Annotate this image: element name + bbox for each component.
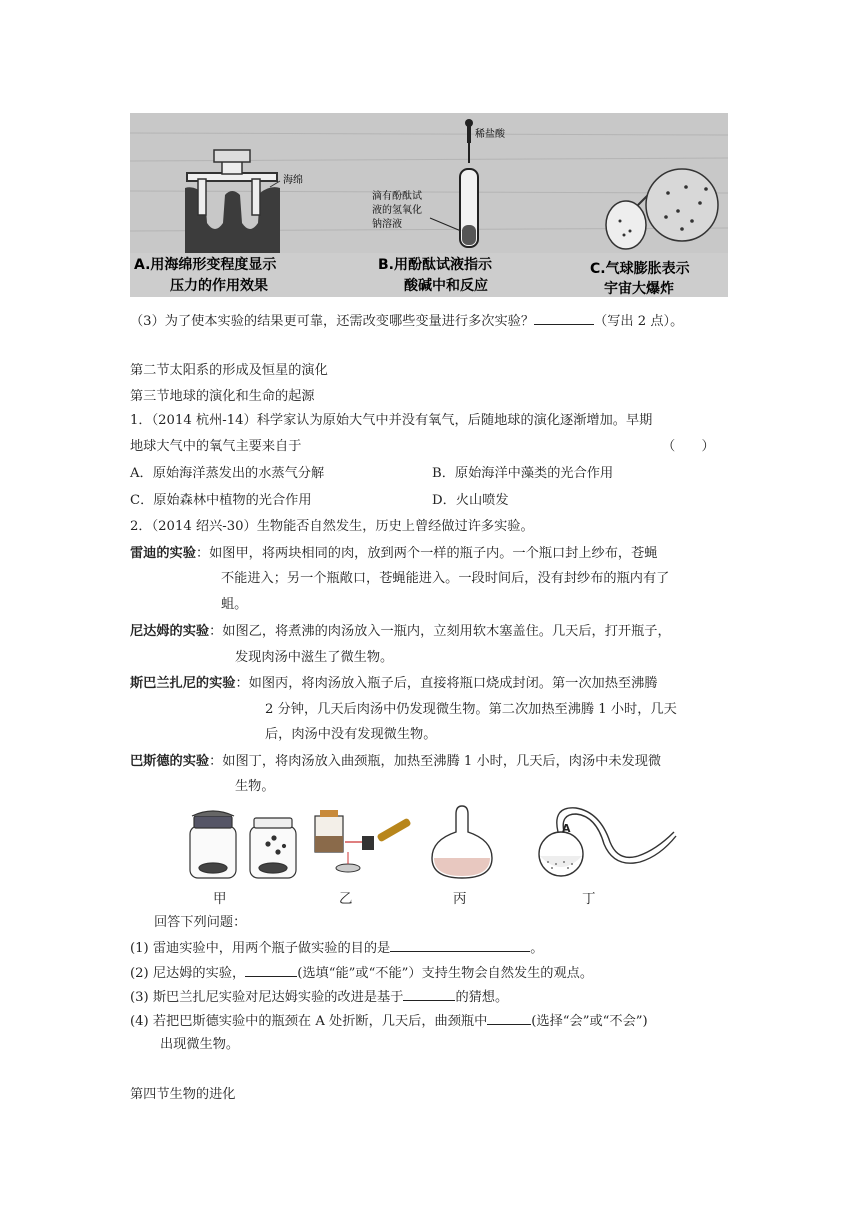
- sub-question-3-end: 的猜想。: [455, 990, 509, 1005]
- answer-intro: 回答下列问题：: [154, 915, 247, 930]
- pasteur-paragraph-line1: [130, 751, 661, 773]
- needham-paragraph-line1: [130, 621, 671, 643]
- figure-ding-swan-neck-flask: [539, 808, 676, 876]
- figure-label-bing: 丙: [453, 891, 467, 907]
- section-4-heading: 第四节生物的进化: [130, 1087, 236, 1102]
- pasteur-label: 巴斯德的实验: [130, 754, 210, 769]
- problem-1-line1: 1．（2014 杭州-14）科学家认为原始大气中并没有氧气，后随地球的演化逐渐增加。早期: [130, 413, 653, 428]
- spallanzani-label: 斯巴兰扎尼的实验: [130, 676, 236, 691]
- solution-label-line1: 滴有酚酞试: [372, 191, 422, 202]
- caption-c-line1: C.气球膨胀表示: [590, 261, 690, 277]
- pasteur-text-2: 生物。: [235, 779, 275, 794]
- caption-c-line2: 宇宙大爆炸: [604, 281, 674, 297]
- solution-label-line2: 液的氢氧化: [372, 205, 422, 216]
- sub-question-3: [130, 986, 508, 1009]
- redi-paragraph-line1: [130, 543, 658, 565]
- redi-text-3: 蛆。: [221, 597, 248, 612]
- answer-blank-2[interactable]: [245, 962, 297, 977]
- redi-text-1: ：如图甲，将两块相同的肉，放到两个一样的瓶子内。一个瓶口封上纱布，苍蝇: [195, 546, 658, 561]
- problem-1-option-b[interactable]: B．原始海洋中藻类的光合作用: [432, 466, 614, 481]
- figure-yi-apparatus: [315, 810, 412, 872]
- question-3-text: （3）为了使本实验的结果更可靠，还需改变哪些变量进行多次实验？: [130, 314, 535, 329]
- sub-question-4-end: (选择“会”或“不会”): [531, 1014, 648, 1029]
- experiment-figures: [180, 802, 680, 880]
- figure-label-jia: 甲: [213, 891, 227, 907]
- experiment-photo: [130, 113, 728, 297]
- needham-label: 尼达姆的实验: [130, 624, 210, 639]
- caption-b-line2: 酸碱中和反应: [404, 278, 488, 294]
- figure-label-ding: 丁: [582, 891, 596, 907]
- problem-1-line2: 地球大气中的氧气主要来自于: [130, 439, 302, 454]
- answer-blank-1[interactable]: [390, 937, 530, 952]
- section-3-heading: 第三节地球的演化和生命的起源: [130, 389, 315, 404]
- figure-bing-flask: [432, 806, 492, 878]
- caption-a-line1: A.用海绵形变程度显示: [134, 257, 277, 273]
- problem-1-option-c[interactable]: C．原始森林中植物的光合作用: [130, 493, 312, 508]
- experiment-photo-drawing: [130, 113, 728, 297]
- figure-point-a: A: [562, 822, 571, 835]
- sub-question-1: [130, 937, 543, 960]
- spallanzani-text-1: ：如图丙，将肉汤放入瓶子后，直接将瓶口烧成封闭。第一次加热至沸腾: [235, 676, 658, 691]
- sponge-label: 海绵: [283, 175, 303, 186]
- solution-label-line3: 钠溶液: [372, 219, 402, 230]
- spallanzani-text-2: 2 分钟，几天后肉汤中仍发现微生物。第二次加热至沸腾 1 小时，几天: [265, 702, 677, 717]
- sub-question-1-end: 。: [530, 941, 544, 956]
- figure-label-yi: 乙: [339, 891, 353, 907]
- caption-b-line1: B.用酚酞试液指示: [378, 257, 492, 273]
- sub-question-4: [130, 1010, 648, 1033]
- spallanzani-text-3: 后，肉汤中没有发现微生物。: [265, 727, 437, 742]
- sub-question-3-text: (3) 斯巴兰扎尼实验对尼达姆实验的改进是基于: [130, 990, 404, 1005]
- sub-question-2-end: (选填“能”或“不能”）支持生物会自然发生的观点。: [297, 966, 594, 981]
- problem-1-answer-paren[interactable]: （ ）: [662, 439, 715, 454]
- redi-text-2: 不能进入；另一个瓶敞口，苍蝇能进入。一段时间后，没有封纱布的瓶内有了: [221, 571, 670, 586]
- question-3-suffix: （写出 2 点）。: [594, 314, 684, 329]
- sub-question-1-text: (1) 雷迪实验中，用两个瓶子做实验的目的是: [130, 941, 391, 956]
- pasteur-text-1: ：如图丁，将肉汤放入曲颈瓶，加热至沸腾 1 小时，几天后，肉汤中未发现微: [209, 754, 662, 769]
- section-2-heading: 第二节太阳系的形成及恒星的演化: [130, 363, 328, 378]
- answer-blank-3[interactable]: [403, 986, 455, 1001]
- sub-question-2-text: (2) 尼达姆的实验，: [130, 966, 246, 981]
- sub-question-4-text: (4) 若把巴斯德实验中的瓶颈在 A 处折断，几天后，曲颈瓶中: [130, 1014, 488, 1029]
- needham-text-2: 发现肉汤中滋生了微生物。: [235, 650, 394, 665]
- problem-1-option-d[interactable]: D．火山喷发: [432, 493, 509, 508]
- spallanzani-paragraph-line1: [130, 673, 658, 695]
- acid-label: 稀盐酸: [475, 129, 505, 140]
- problem-2-intro: 2．（2014 绍兴-30）生物能否自然发生，历史上曾经做过许多实验。: [130, 519, 534, 534]
- needham-text-1: ：如图乙，将煮沸的肉汤放入一瓶内，立刻用软木塞盖住。几天后，打开瓶子，: [209, 624, 671, 639]
- question-3: [130, 310, 683, 333]
- redi-label: 雷迪的实验: [130, 546, 196, 561]
- problem-1-option-a[interactable]: A．原始海洋蒸发出的水蒸气分解: [130, 466, 325, 481]
- experiment-figures-drawing: [180, 802, 680, 880]
- sub-question-4-line2: 出现微生物。: [160, 1037, 240, 1052]
- caption-a-line2: 压力的作用效果: [170, 278, 268, 294]
- answer-blank-4[interactable]: [487, 1010, 531, 1025]
- figure-jia-jars: [190, 811, 296, 878]
- answer-blank-q3[interactable]: [534, 310, 594, 325]
- sub-question-2: [130, 962, 593, 985]
